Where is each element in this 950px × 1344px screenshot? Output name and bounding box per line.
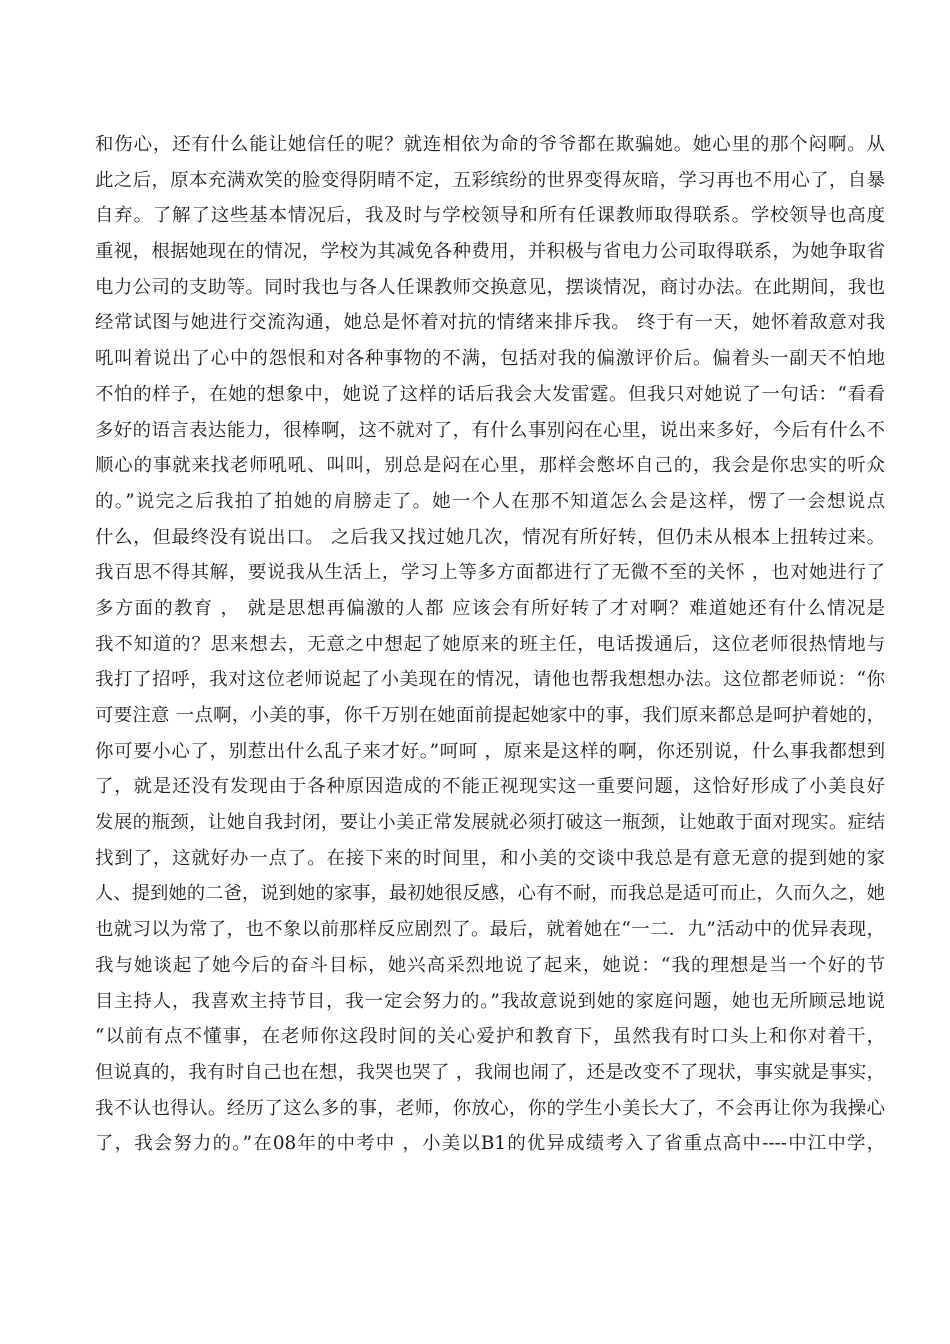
body-text bbox=[95, 127, 885, 1162]
text-line: 但说真的，我有时自己也在想，我哭也哭了 ，我闹也闹了，还是改变不了现状，事实就是事实， bbox=[95, 1061, 885, 1083]
text-line: 多方面的教育 ， 就是思想再偏激的人都 应该会有所好转了才对啊？难道她还有什么情况是 bbox=[95, 597, 885, 619]
text-line: 了，我会努力的。”在08年的中考中 ，小美以B1的优异成绩考入了省重点高中----中江中学， bbox=[95, 1133, 885, 1155]
text-line: 什么，但最终没有说出口。 之后我又找过她几次，情况有所好转，但仍未从根本上扭转过来。 bbox=[95, 526, 885, 548]
text-line: 电力公司的支助等。同时我也与各人任课教师交换意见，摆谈情况，商讨办法。在此期间，我也 bbox=[95, 276, 885, 298]
text-line: 我打了招呼，我对这位老师说起了小美现在的情况，请他也帮我想想办法。这位都老师说：“你 bbox=[95, 669, 885, 691]
text-line: 了，就是还没有发现由于各种原因造成的不能正视现实这一重要问题，这恰好形成了小美良好 bbox=[95, 776, 885, 798]
text-line: 的。”说完之后我拍了拍她的肩膀走了。她一个人在那不知道怎么会是这样，愣了一会想说点 bbox=[95, 490, 885, 512]
text-line: 和伤心，还有什么能让她信任的呢？就连相依为命的爷爷都在欺骗她。她心里的那个闷啊。从 bbox=[95, 134, 885, 155]
text-line: 人、提到她的二爸，说到她的家事，最初她很反感，心有不耐，而我总是适可而止，久而久之，她 bbox=[95, 883, 885, 905]
text-line: 找到了，这就好办一点了。在接下来的时间里，和小美的交谈中我总是有意无意的提到她的家 bbox=[95, 847, 885, 869]
text-line: 吼叫着说出了心中的怨恨和对各种事物的不满，包括对我的偏激评价后。偏着头一副天不怕地 bbox=[95, 348, 885, 370]
text-line: 我百思不得其解，要说我从生活上，学习上等多方面都进行了无微不至的关怀 ，也对她进行了 bbox=[95, 562, 885, 584]
text-line: 我不认也得认。经历了这么多的事，老师，你放心，你的学生小美长大了，不会再让你为我操心 bbox=[95, 1097, 885, 1119]
text-line: 多好的语言表达能力，很棒啊，这不就对了，有什么事别闷在心里，说出来多好，今后有什么不 bbox=[95, 419, 885, 441]
text-line: 经常试图与她进行交流沟通，她总是怀着对抗的情绪来排斥我。 终于有一天，她怀着敌意对我 bbox=[95, 312, 885, 334]
text-line: 可要注意 一点啊，小美的事，你千万别在她面前提起她家中的事，我们原来都总是呵护着她的， bbox=[95, 705, 885, 726]
text-line: 你可要小心了，别惹出什么乱子来才好。”呵呵 ，原来是这样的啊，你还别说，什么事我都想到 bbox=[95, 740, 885, 762]
text-line: 重视，根据她现在的情况，学校为其减免各种费用，并积极与省电力公司取得联系，为她争取省 bbox=[95, 241, 885, 263]
text-line: 也就习以为常了，也不象以前那样反应剧烈了。最后，就着她在“一二．九”活动中的优异表现， bbox=[95, 919, 885, 941]
text-line: 目主持人，我喜欢主持节目，我一定会努力的。”我故意说到她的家庭问题，她也无所顾忌地说 bbox=[95, 990, 885, 1012]
text-line: 此之后，原本充满欢笑的脸变得阴晴不定，五彩缤纷的世界变得灰暗，学习再也不用心了，自暴 bbox=[95, 169, 885, 191]
text-line: 自弃。了解了这些基本情况后，我及时与学校领导和所有任课教师取得联系。学校领导也高度 bbox=[95, 205, 885, 227]
text-line: 我不知道的？思来想去，无意之中想起了她原来的班主任，电话拨通后，这位老师很热情地与 bbox=[95, 633, 885, 655]
text-line: 发展的瓶颈，让她自我封闭，要让小美正常发展就必须打破这一瓶颈，让她敢于面对现实。症结 bbox=[95, 812, 885, 834]
text-line: “以前有点不懂事，在老师你这段时间的关心爱护和教育下，虽然我有时口头上和你对着干， bbox=[95, 1026, 885, 1048]
text-line: 我与她谈起了她今后的奋斗目标，她兴高采烈地说了起来，她说：“我的理想是当一个好的节 bbox=[95, 954, 885, 976]
text-line: 不怕的样子，在她的想象中，她说了这样的话后我会大发雷霆。但我只对她说了一句话：“看看 bbox=[95, 383, 885, 405]
text-line: 顺心的事就来找老师吼吼、叫叫，别总是闷在心里，那样会憋坏自己的，我会是你忠实的听众 bbox=[95, 455, 885, 477]
